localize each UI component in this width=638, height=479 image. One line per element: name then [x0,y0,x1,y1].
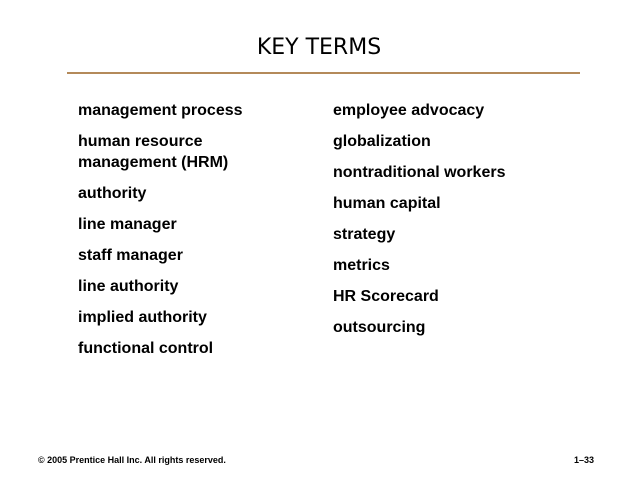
key-terms-left-column [78,100,308,369]
term-item: line authority [78,278,179,295]
term-item: management process [78,102,243,119]
term-item: implied authority [78,309,207,326]
term-item: functional control [78,340,214,357]
term-item: staff manager [78,247,183,264]
term-item: outsourcing [333,319,426,336]
key-terms-right-column [333,100,593,348]
term-item: nontraditional workers [333,164,506,181]
term-item: employee advocacy [333,102,485,119]
term-item: human resource management (HRM) [78,133,229,171]
term-item: HR Scorecard [333,288,439,305]
term-item: authority [78,185,147,202]
term-item: line manager [78,216,177,233]
page-number: 1–33 [573,455,594,465]
term-item: strategy [333,226,396,243]
term-item: human capital [333,195,441,212]
title-divider [67,72,580,74]
slide-title: KEY TERMS [256,35,382,60]
copyright-notice: © 2005 Prentice Hall Inc. All rights reserved. [38,455,226,465]
term-item: metrics [333,257,390,274]
term-item: globalization [333,133,431,150]
